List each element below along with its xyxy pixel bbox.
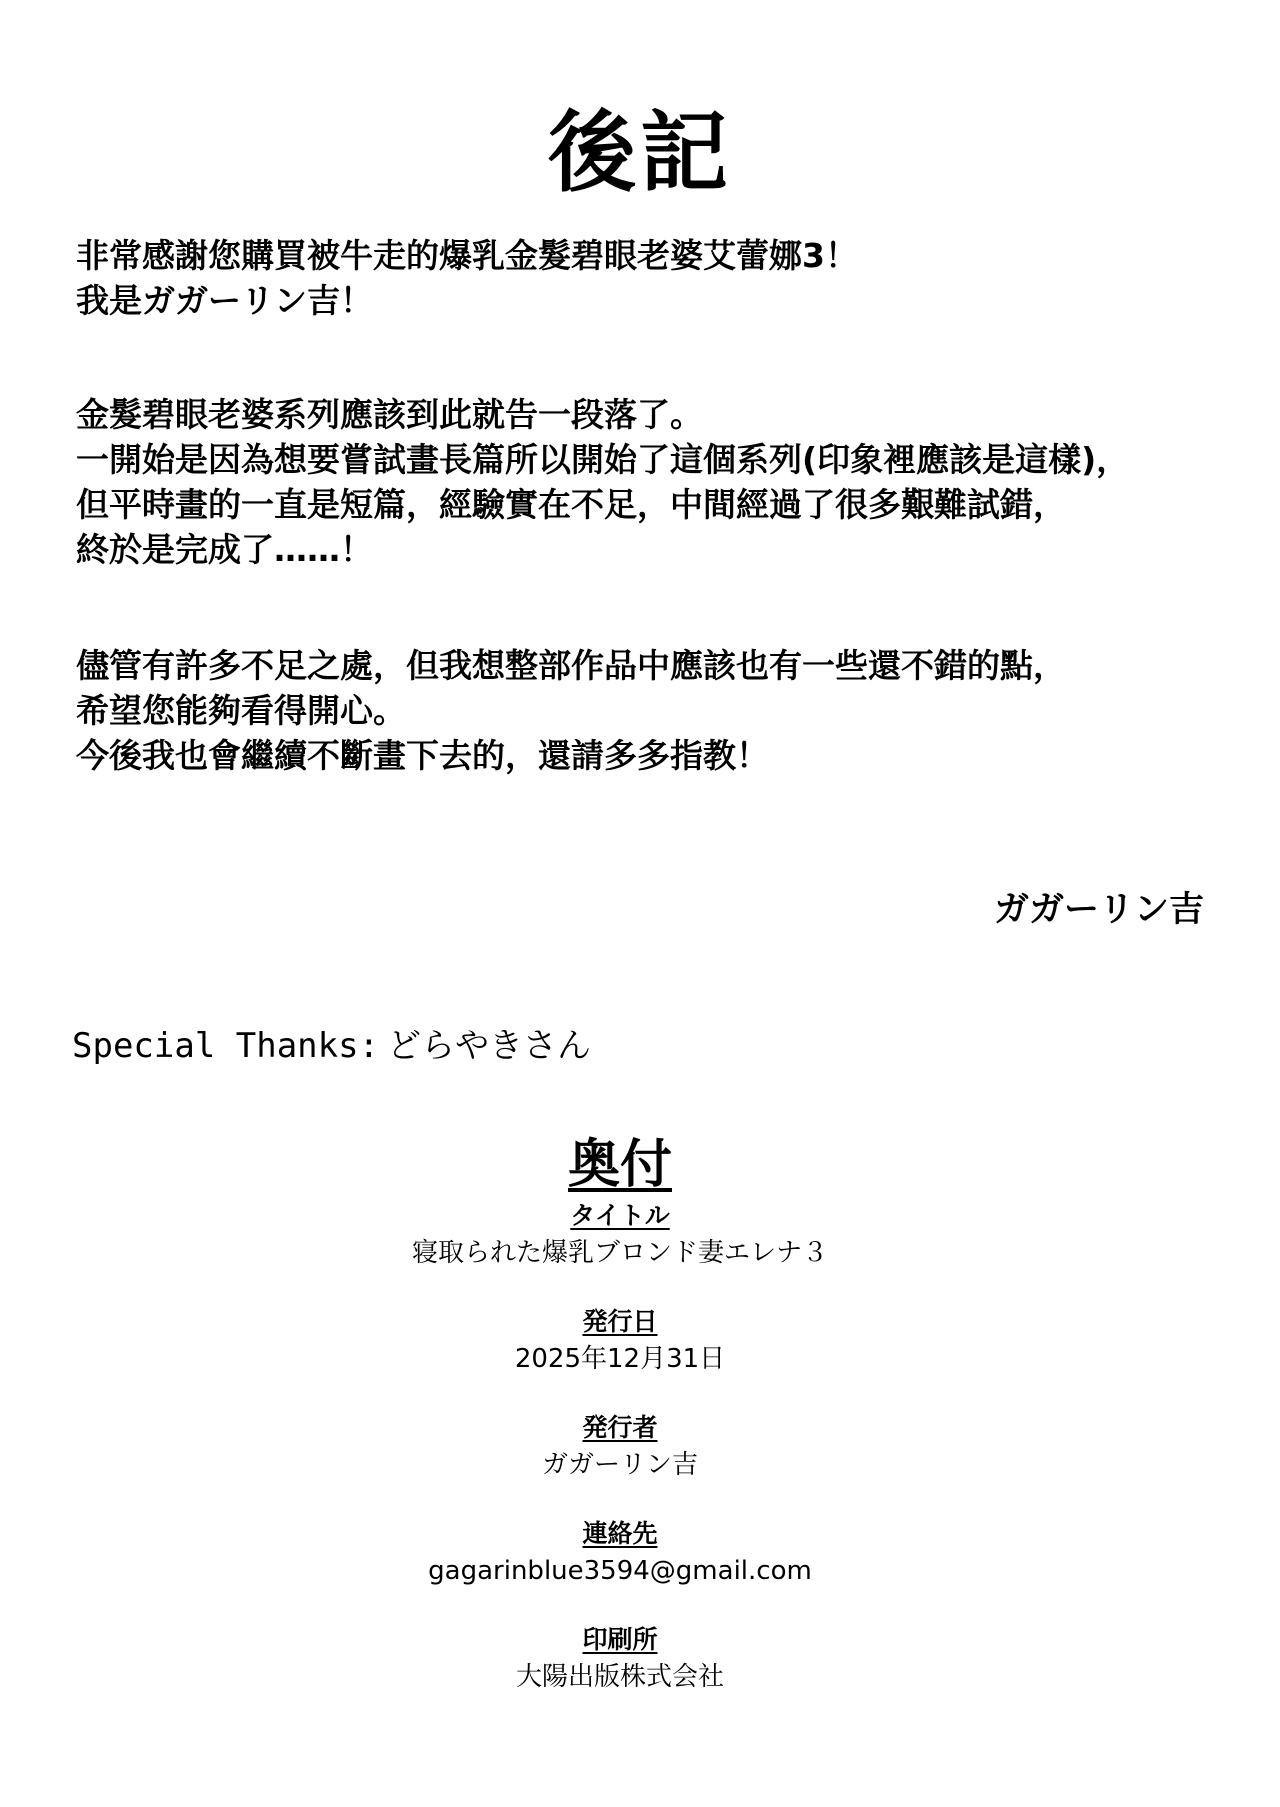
special-thanks	[72, 1024, 591, 1068]
entry-label: 印刷所	[582, 1625, 658, 1654]
afterword-paragraph-3	[76, 643, 1266, 778]
entry-value: 大陽出版株式会社	[515, 1662, 724, 1692]
paragraph-line: 但平時畫的一直是短篇，經驗實在不足，中間經過了很多艱難試錯，	[76, 485, 1066, 524]
colophon-entry-date	[0, 1304, 1240, 1378]
special-thanks-name: どらやきさん	[387, 1026, 592, 1066]
afterword-paragraph-2	[76, 392, 1266, 572]
colophon-entry-printer	[0, 1622, 1240, 1696]
colophon	[0, 1134, 1240, 1696]
afterword-paragraph-1	[76, 233, 1266, 323]
entry-value: 寝取られた爆乳ブロンド妻エレナ３	[411, 1238, 828, 1268]
afterword-title: 後記	[547, 101, 732, 204]
entry-label: タイトル	[570, 1201, 670, 1230]
paragraph-line: 儘管有許多不足之處，但我想整部作品中應該也有一些還不錯的點，	[76, 646, 1066, 685]
paragraph-line: 金髮碧眼老婆系列應該到此就告一段落了。	[76, 395, 703, 434]
paragraph-line: 今後我也會繼續不斷畫下去的，還請多多指教！	[76, 736, 769, 775]
contact-email: gagarinblue3594@gmail.com	[428, 1556, 812, 1586]
colophon-entry-contact	[0, 1516, 1240, 1590]
paragraph-line: 希望您能夠看得開心。	[76, 691, 406, 730]
paragraph-line: 非常感謝您購買被牛走的爆乳金髮碧眼老婆艾蕾娜3！	[76, 236, 858, 275]
paragraph-line: 我是ガガーリン吉！	[76, 281, 373, 320]
entry-label: 発行者	[582, 1413, 658, 1442]
entry-label: 発行日	[582, 1307, 658, 1336]
entry-value: ガガーリン吉	[541, 1450, 698, 1480]
paragraph-line: 一開始是因為想要嘗試畫長篇所以開始了這個系列(印象裡應該是這樣)，	[76, 440, 1130, 479]
special-thanks-label: Special Thanks:	[72, 1026, 380, 1066]
colophon-entry-publisher	[0, 1410, 1240, 1484]
author-signature: ガガーリン吉	[993, 890, 1204, 930]
colophon-entry-title	[0, 1198, 1240, 1272]
paragraph-line: 終於是完成了……！	[76, 530, 373, 569]
entry-value: 2025年12月31日	[514, 1344, 726, 1374]
entry-label: 連絡先	[582, 1519, 658, 1548]
colophon-title: 奥付	[567, 1135, 672, 1195]
